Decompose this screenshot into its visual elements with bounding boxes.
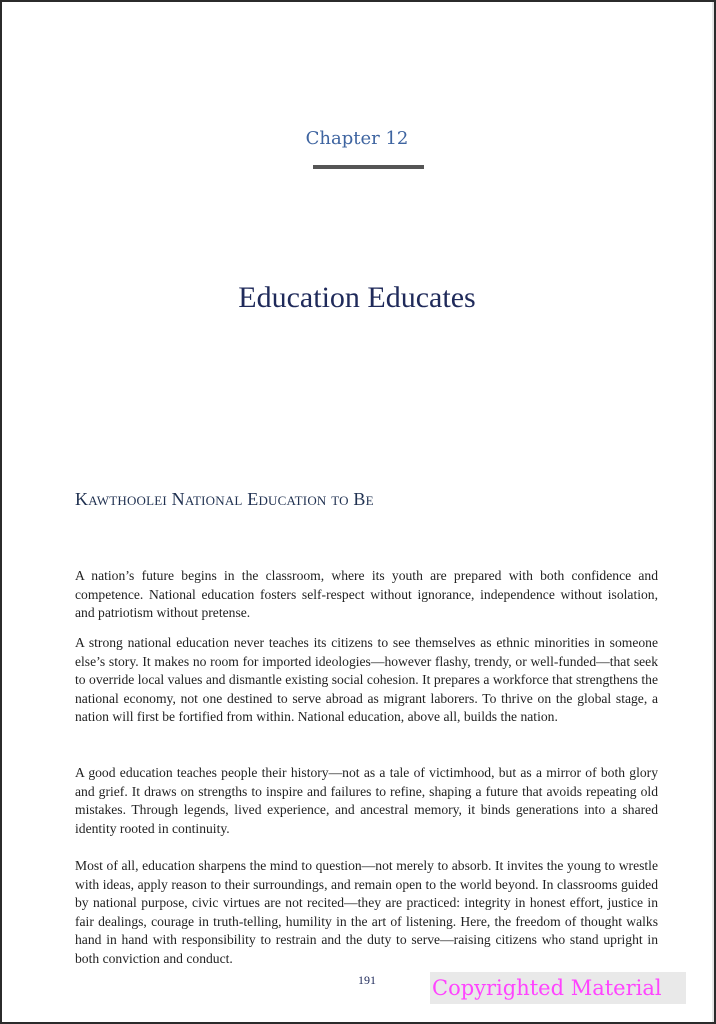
chapter-label: Chapter 12 [305, 128, 409, 149]
body-paragraph: A nation’s future begins in the classroom, where its youth are prepared with both confidence and competence. National education fosters self-respect without ignorance, independence without isolation, and patriotism without pretense. [75, 568, 658, 620]
chapter-title: Education Educates [238, 281, 476, 314]
body-paragraph: A strong national education never teaches its citizens to see themselves as ethnic minorities in someone else’s story. It makes no room for imported ideologies—however flashy, trendy, or well-funded—that seek to override local values and dismantle existing social cohesion. It prepares a workforce that strengthens the national economy, not one destined to serve abroad as migrant laborers. To thrive on the global stage, a nation will first be fortified from within. National education, above all, builds the nation. [75, 635, 658, 724]
page-number: 191 [358, 973, 376, 987]
body-paragraph: A good education teaches people their history—not as a tale of victimhood, but as a mirror of both glory and grief. It draws on strengths to inspire and failures to refine, shaping a future that avoids repeating old mistakes. Through legends, lived experience, and ancestral memory, it binds generations into a shared identity rooted in continuity. [75, 765, 658, 836]
document-page [2, 2, 714, 1022]
chapter-divider [313, 165, 424, 169]
copyright-watermark: Copyrighted Material [430, 972, 686, 1004]
section-heading: Kawthoolei National Education to Be [75, 489, 374, 509]
body-paragraph: Most of all, education sharpens the mind to question—not merely to absorb. It invites the young to wrestle with ideas, apply reason to their surroundings, and remain open to the world beyond. In classrooms guided by national purpose, civic virtues are not recited—they are practiced: integrity in honest effort, justice in fair dealings, courage in truth-telling, humility in the art of listening. Here, the freedom of thought walks hand in hand with responsibility to restrain and the duty to serve—raising citizens who stand upright in both conviction and conduct. [75, 858, 658, 966]
